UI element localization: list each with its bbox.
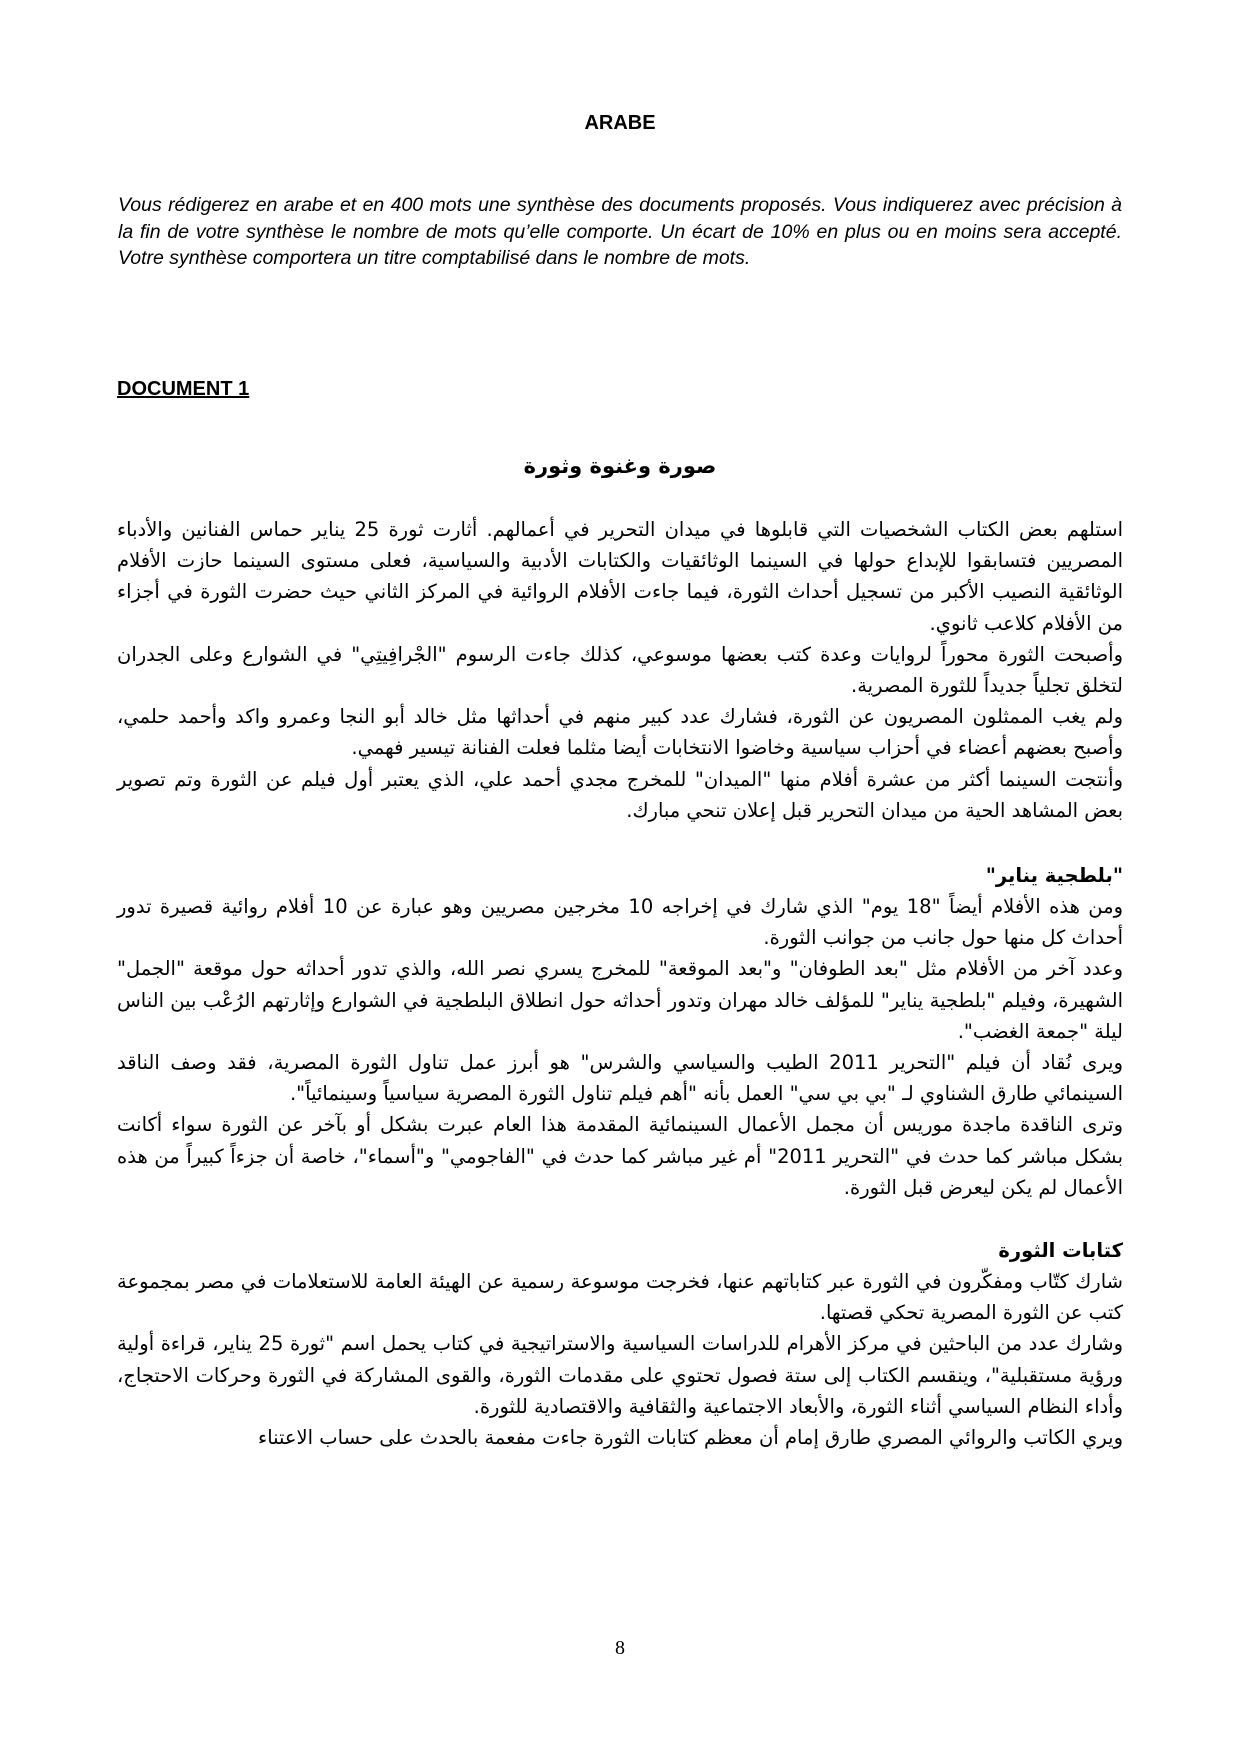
article-body: [117, 514, 1123, 1453]
section-heading-writings: كتابات الثورة: [998, 1239, 1123, 1263]
page-number: 8: [615, 1637, 625, 1659]
section-paragraph: وعدد آخر من الأفلام مثل "بعد الطوفان" و"بعد الموقعة" للمخرج يسري نصر الله، والذي تدور أحداثه حول موقعة "الجمل" الشهيرة، وفيلم "بلطجية يناير" للمؤلف خالد مهران وتدور أحداثه حول انطلاق البلطجية في الشوارع وإثارتهم الرُعْب بين الناس ليلة "جمعة الغضب".: [117, 957, 1123, 1043]
subject-title: ARABE: [584, 112, 656, 134]
section-paragraph: ويري الكاتب والروائي المصري طارق إمام أن معظم كتابات الثورة جاءت مفعمة بالحدث على حساب الاعتناء: [258, 1426, 1123, 1450]
intro-paragraph: وأصبحت الثورة محوراً لروايات وعدة كتب بعضها موسوعي، كذلك جاءت الرسوم "الجْرافِيتِي" في الشوارع وعلى الجدران لتخلق تجلياً جديداً للثورة المصرية.: [117, 642, 1123, 698]
instructions-text: Vous rédigerez en arabe et en 400 mots une synthèse des documents proposés. Vous indiquerez avec précision à la fin de votre synthèse le nombre de mots qu’elle comporte. Un écart de 10% en plus ou en moins sera accepté. Votre synthèse comportera un titre comptabilisé dans le nombre de mots.: [118, 194, 1122, 269]
document-label: DOCUMENT 1: [117, 378, 250, 400]
section-paragraph: وشارك عدد من الباحثين في مركز الأهرام للدراسات السياسية والاستراتيجية في كتاب يحمل اسم "ثورة 25 يناير، قراءة أولية ورؤية مستقبلية"، وينقسم الكتاب إلى ستة فصول تحتوي على مقدمات الثورة، والقوى المشاركة في الثورة وحركات الاحتجاج، وأداء النظام السياسي أثناء الثورة، والأبعاد الاجتماعية والثقافية والاقتصادية للثورة.: [117, 1332, 1123, 1418]
section-paragraph: شارك كتّاب ومفكّرون في الثورة عبر كتاباتهم عنها، فخرجت موسوعة رسمية عن الهيئة العامة للاستعلامات في مصر بمجموعة كتب عن الثورة المصرية تحكي قصتها.: [117, 1270, 1123, 1325]
section-heading-baltagiya: "بلطجية يناير": [985, 864, 1123, 888]
article-title: صورة وغنوة وثورة: [523, 454, 717, 478]
intro-paragraph: وأنتجت السينما أكثر من عشرة أفلام منها "الميدان" للمخرج مجدي أحمد علي، الذي يعتبر أول فيلم عن الثورة وتم تصوير بعض المشاهد الحية من ميدان التحرير قبل إعلان تنحي مبارك.: [117, 767, 1123, 822]
section-paragraph: ومن هذه الأفلام أيضاً "18 يوم" الذي شارك في إخراجه 10 مخرجين مصريين وهو عبارة عن 10 أفلام روائية قصيرة تدور أحداث كل منها حول جانب من جوانب الثورة.: [117, 895, 1123, 950]
section-paragraph: وترى الناقدة ماجدة موريس أن مجمل الأعمال السينمائية المقدمة هذا العام عبرت بشكل أو بآخر عن الثورة سواء أكانت بشكل مباشر كما حدث في "التحرير 2011" أم غير مباشر كما حدث في "الفاجومي" و"أسماء"، خاصة أن جزءاً كبيراً من هذه الأعمال لم يكن ليعرض قبل الثورة.: [117, 1113, 1123, 1199]
intro-paragraph: استلهم بعض الكتاب الشخصيات التي قابلوها في ميدان التحرير في أعمالهم. أثارت ثورة 25 يناير حماس الفنانين والأدباء المصريين فتسابقوا للإبداع حولها في السينما الوثائقيات والكتابات الأدبية والسياسية، فعلى مستوى السينما حازت الأفلام الوثائقية النصيب الأكبر من تسجيل أحداث الثورة، فيما جاءت الأفلام الروائية في المركز الثاني حيث حضرت الثورة في أجزاء من الأفلام كلاعب ثانوي.: [117, 518, 1123, 635]
section-paragraph: ويرى نُقاد أن فيلم "التحرير 2011 الطيب والسياسي والشرس" هو أبرز عمل تناول الثورة المصرية، فقد وصف الناقد السينمائي طارق الشناوي لـ "بي بي سي" العمل بأنه "أهم فيلم تناول الثورة المصرية سياسياً وسينمائياً".: [117, 1051, 1123, 1106]
intro-paragraph: ولم يغب الممثلون المصريون عن الثورة، فشارك عدد كبير منهم في أحداثها مثل خالد أبو النجا وعمرو واكد وأحمد حلمي، وأصبح بعضهم أعضاء في أحزاب سياسية وخاضوا الانتخابات أيضا مثلما فعلت الفنانة تيسير فهمي.: [117, 705, 1123, 760]
